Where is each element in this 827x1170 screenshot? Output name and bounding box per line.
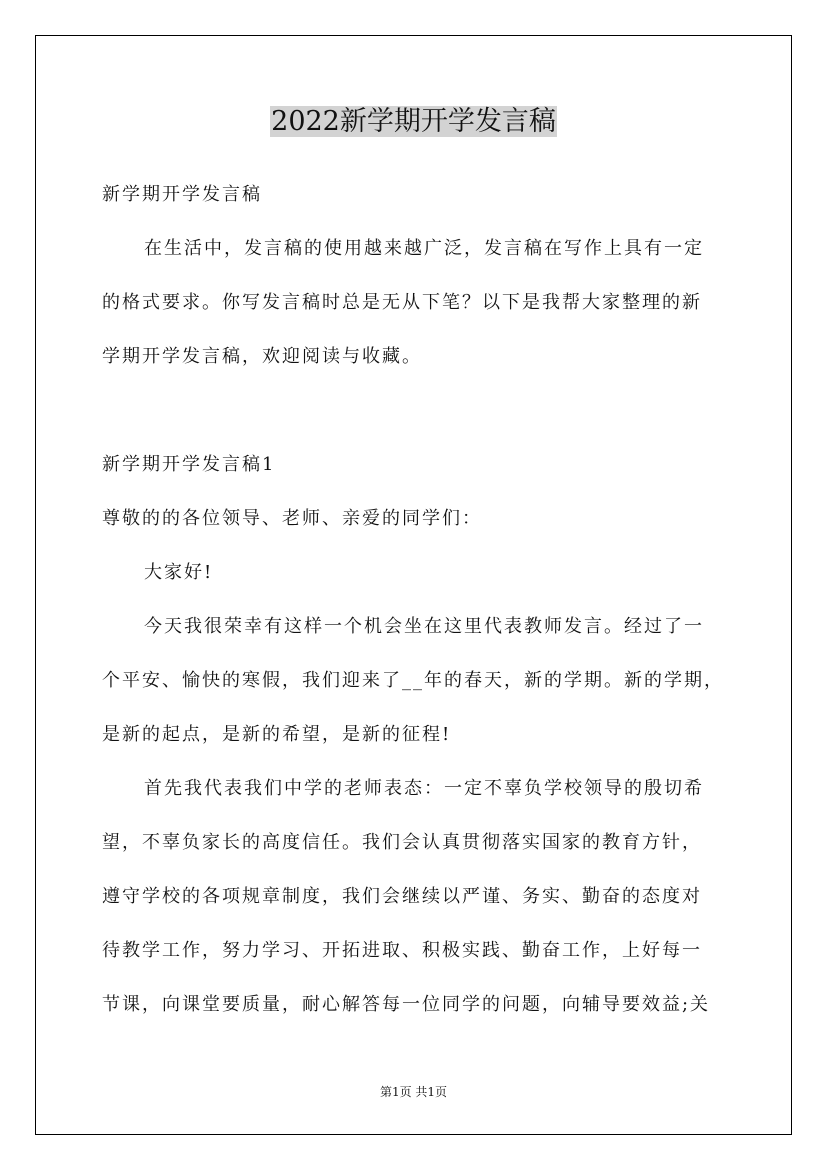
body-line: 待教学工作，努力学习、开拓进取、积极实践、勤奋工作，上好每一 <box>102 940 702 961</box>
body-line: 大家好! <box>144 562 214 583</box>
body-line: 尊敬的的各位领导、老师、亲爱的同学们： <box>102 508 482 529</box>
body-line: 个平安、愉快的寒假，我们迎来了__年的春天，新的学期。新的学期， <box>102 670 724 691</box>
body-line: 节课，向课堂要质量，耐心解答每一位同学的问题，向辅导要效益;关 <box>102 994 711 1015</box>
document-body <box>102 168 732 1032</box>
body-line: 遵守学校的各项规章制度，我们会继续以严谨、务实、勤奋的态度对 <box>102 886 702 907</box>
page-number-footer: 第1页 共1页 <box>379 1085 448 1099</box>
body-line: 在生活中，发言稿的使用越来越广泛，发言稿在写作上具有一定 <box>144 238 704 259</box>
body-line: 今天我很荣幸有这样一个机会坐在这里代表教师发言。经过了一 <box>144 616 704 637</box>
section-heading: 新学期开学发言稿1 <box>102 454 276 475</box>
body-line: 新学期开学发言稿 <box>102 184 262 205</box>
body-line: 是新的起点，是新的希望，是新的征程! <box>102 724 452 745</box>
document-title-text: 2022新学期开学发言稿 <box>271 106 556 137</box>
body-line: 首先我代表我们中学的老师表态：一定不辜负学校领导的殷切希 <box>144 778 704 799</box>
body-line: 的格式要求。你写发言稿时总是无从下笔？以下是我帮大家整理的新 <box>102 292 702 313</box>
body-line: 望，不辜负家长的高度信任。我们会认真贯彻落实国家的教育方针， <box>102 832 702 853</box>
document-title <box>0 100 827 144</box>
blank-line <box>102 384 732 438</box>
body-line: 学期开学发言稿，欢迎阅读与收藏。 <box>102 346 422 367</box>
